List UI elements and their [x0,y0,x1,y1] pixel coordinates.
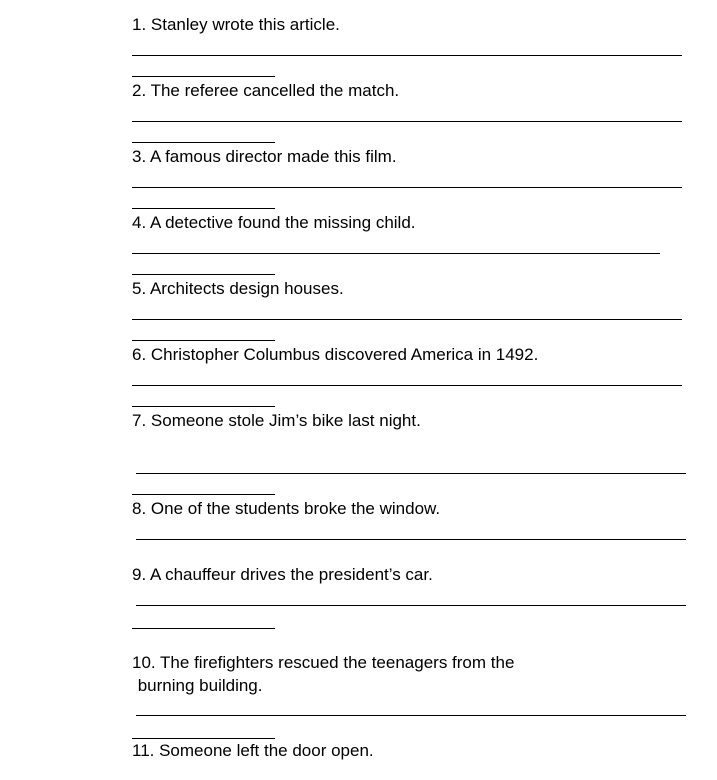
short-answer-line [132,406,275,407]
answer-line [132,385,682,386]
question-10-continuation: burning building. [133,676,263,695]
answer-line [136,539,686,540]
question-10: 10. The firefighters rescued the teenagers from the [132,653,515,672]
answer-line [132,187,682,188]
question-8: 8. One of the students broke the window. [132,499,441,518]
short-answer-line [132,208,275,209]
question-4: 4. A detective found the missing child. [132,213,416,232]
question-6: 6. Christopher Columbus discovered America in 1492. [132,345,539,364]
question-9: 9. A chauffeur drives the president’s car. [132,565,433,584]
question-11: 11. Someone left the door open. [132,741,374,760]
question-2: 2. The referee cancelled the match. [132,81,400,100]
short-answer-line [132,628,275,629]
short-answer-line [132,274,275,275]
short-answer-line [132,494,275,495]
short-answer-line [132,76,275,77]
short-answer-line [132,142,275,143]
question-5: 5. Architects design houses. [132,279,344,298]
answer-line [132,253,660,254]
question-3: 3. A famous director made this film. [132,147,397,166]
answer-line [136,605,686,606]
answer-line [132,55,682,56]
answer-line [132,121,682,122]
question-7: 7. Someone stole Jim’s bike last night. [132,411,421,430]
question-1: 1. Stanley wrote this article. [132,15,340,34]
short-answer-line [132,340,275,341]
answer-line [132,319,682,320]
answer-line [136,715,686,716]
answer-line [136,473,686,474]
